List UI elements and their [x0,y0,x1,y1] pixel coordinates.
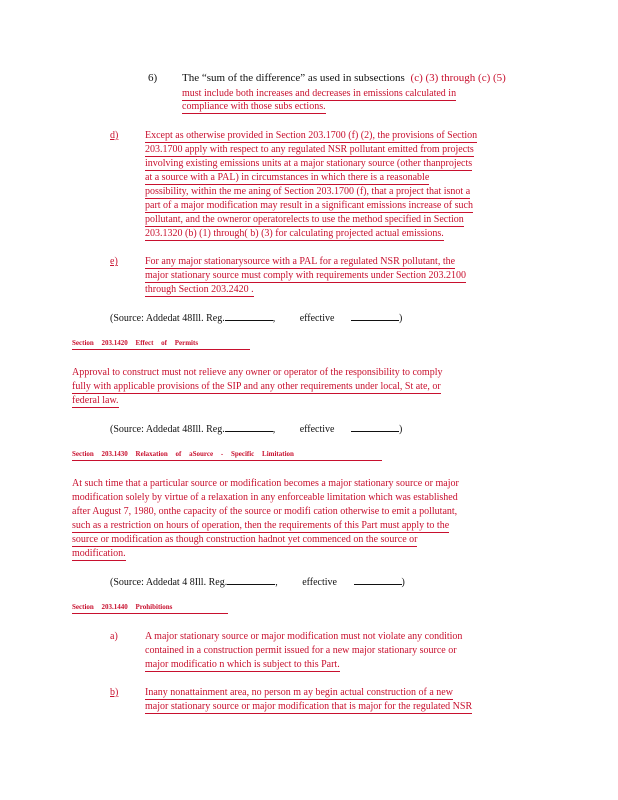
section-1420-line: federal law. [72,395,119,406]
section-1430-line: modification. [72,548,126,559]
item-e-line: major stationary source must comply with requirements under Section 203.2100 [145,270,467,281]
source-note-1 [110,310,402,325]
item-d-line: 203.1320 (b) (1) through( b) (3) for calculating projected actual emissions. [145,228,444,239]
effective-blank [354,574,402,585]
source-close: ) [399,313,403,324]
item-e-label: e) [110,256,118,267]
section-1430-line: modification solely by virtue of a relaxation in any enforceable limitation which was established [72,492,458,503]
source-effective-label: effective [299,424,335,435]
item-6-refs: (c) (3) through (c) (5) [410,72,506,84]
item-6-label: 6) [148,72,158,84]
source-comma: , [272,313,276,324]
section-1430-line: source or modification as though construction hadnot yet commenced on the source or [72,534,418,545]
register-blank [225,310,273,321]
source-effective-label: effective [302,577,337,588]
item-d-line: Except as otherwise provided in Section 203.1700 (f) (2), the provisions of Section [145,130,478,141]
item-a-line: A major stationary source or major modification must not violate any condition [145,631,463,642]
source-note-3 [110,574,405,589]
item-e-line: For any major stationarysource with a PAL for a regulated NSR pollutant, the [145,256,456,267]
item-6-intro [182,72,506,85]
source-note-2 [110,421,402,436]
item-b-line: Inany nonattainment area, no person m ay begin actual construction of a new [145,687,453,698]
section-1430-line: such as a restriction on hours of operation, then the requirements of this Part must apply to the [72,520,450,531]
register-blank [227,574,275,585]
source-comma: , [272,424,276,435]
section-1440-heading: Section 203.1440 Prohibitions [72,603,172,611]
item-d-label: d) [110,130,119,141]
item-d-line: involving existing emissions units at a major stationary source (other thanprojects [145,158,473,169]
item-d-line: 203.1700 apply with respect to any regulated NSR pollutant emitted from projects [145,144,474,155]
effective-blank [351,421,399,432]
source-note-text: (Source: Addedat 48Ill. Reg. [110,313,225,324]
item-a-line: contained in a construction permit issued for a new major stationary source or [145,645,457,656]
item-d-line: possibility, within the me aning of Section 203.1700 (f), that a project that isnot a [145,186,471,197]
item-d-line: at a source with a PAL) in circumstances in which there is a reasonable [145,172,430,183]
section-1430-heading: Section 203.1430 Relaxation of aSource - Specific Limitation [72,450,294,458]
item-d-line: part of a major modification may result in a significant emissions increase of such [145,200,473,211]
effective-blank [351,310,399,321]
item-d-line: pollutant, and the owneror operatorelects to use the method specified in Section [145,214,464,225]
item-a-line: major modificatio n which is subject to this Part. [145,659,340,670]
source-effective-label: effective [299,313,335,324]
item-6-line-1: must include both increases and decreases in emissions calculated in [182,88,457,99]
item-6-intro-text: The “sum of the difference” as used in subsections [182,72,405,84]
section-1420-heading: Section 203.1420 Effect of Permits [72,339,198,347]
section-1430-line: At such time that a particular source or modification becomes a major stationary source or major [72,478,459,489]
source-close: ) [399,424,403,435]
item-b-line: major stationary source or major modification that is major for the regulated NSR [145,701,473,712]
section-1430-line: after August 7, 1980, onthe capacity of the source or modifi cation otherwise to emit a pollutant, [72,506,458,517]
section-1420-line: fully with applicable provisions of the SIP and any other requirements under local, St ate, or [72,381,441,392]
source-note-text: (Source: Addedat 48Ill. Reg. [110,424,225,435]
source-close: ) [401,577,405,588]
item-e-line: through Section 203.2420 . [145,284,254,295]
register-blank [225,421,273,432]
source-comma: , [275,577,278,588]
item-b-label: b) [110,687,119,698]
item-a-label: a) [110,631,118,642]
section-1420-line: Approval to construct must not relieve any owner or operator of the responsibility to comply [72,367,443,378]
source-note-text: (Source: Addedat 4 8Ill. Reg. [110,577,228,588]
item-6-line-2: compliance with those subs ections. [182,101,326,112]
